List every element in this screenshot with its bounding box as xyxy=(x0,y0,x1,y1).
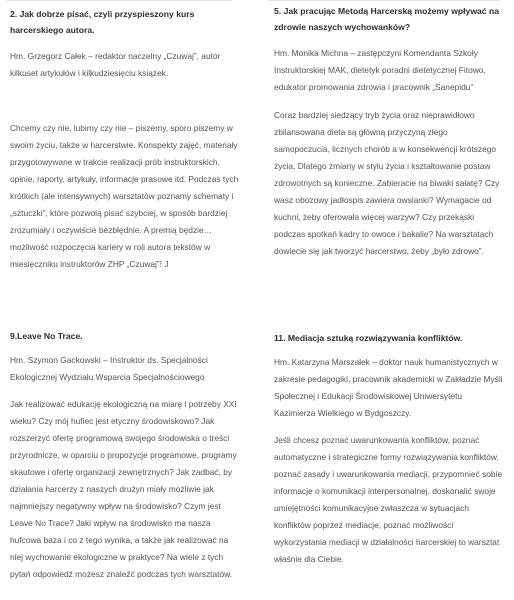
workshop-title-text: Jak pracując Metodą Harcerską możemy wpływać na zdrowie naszych wychowanków? xyxy=(274,6,499,32)
workshop-description: Jeśli chcesz poznać uwarunkowania konfliktów, poznać automatyczne i strategiczne formy rozwiązywania konfliktów, poznać zasady i uwarunkowania mediacji, przypomnieć sobie informacje o komunikacji interpersonalnej, doskonalić swoje umiejętności komunikacyjne zwłaszcza w sytuacjach konfliktów poprzez mediacje, poznać możliwości wykorzystania mediacji w działalności harcerskiej to warsztat właśnie dla Ciebie. xyxy=(274,435,503,564)
workshop-title xyxy=(10,6,240,38)
workshop-card-5 xyxy=(274,3,504,260)
workshop-speaker: Hm. Monika Michna – zastępczyni Komendanta Szkoły Instruktorskiej MAK, dietetyk poradni dietetycznej Fitowo, edukator promowania zdrowia i pracownik „Sanepidu” xyxy=(274,48,486,92)
workshop-description: Jak realizować edukację ekologiczną na miarę i potrzeby XXI wieku? Czy mój hufiec jest etyczny środowiskowo? Jak rozszerzyć ofertę programową swojego środowiska o treści przyrodnicze, w oparciu o propozycje programowe, programy skautowe i ofertę organizacji zewnętrznych? Jak zadbać, by działania harcerzy z naszych drużyn miały możliwie jak najmniejszy negatywny wpływ na środowisko? Czym jest Leave No Trace? Jaki wpływ na środowisko ma nasza hufcowa baza i co z tego wynika, a także jak realizować na niej wychowanie ekologiczne w praktyce? Na wiele z tych pytań odpowiedź możesz znaleźć podczas tych warsztatów. xyxy=(10,399,237,579)
workshop-description: Coraz bardziej siedzący tryb życia oraz nieprawidłowo zbilansowana dieta są główną przyczyną złego samopoczucia, licznych chorób a w konsekwencji krótszego życia. Dlatego zmiany w stylu życia i kształtowanie postaw zdrowotnych są konieczne. Zabieracie na biwaki sałatę? Czy wasz obozowy jadłospis zawiera owsianki? Wymagacie od kuchni, żeby oferowała więcej warzyw? Czy przekąski podczas spotkań kadry to owoce i bakalie? Na warsztatach dowiecie się jak tworzyć harcerstwo, żeby „było zdrowo”. xyxy=(274,110,500,256)
workshop-speaker: Hm. Katarzyna Marszałek – doktor nauk humanistycznych w zakresie pedagogiki, pracownik akademicki w Zakładzie Myśli Społecznej i Edukacji Środowiskowej Uniwersytetu Kazimierza Wielkiego w Bydgoszczy. xyxy=(274,357,503,418)
workshop-number: 9. xyxy=(10,331,18,341)
workshop-card-2 xyxy=(10,6,240,273)
workshop-speaker: Hm. Grzegorz Całek – redaktor naczelny „Czuwaj”, autor kilkuset artykułów i kilkudziesięciu książek. xyxy=(10,51,221,78)
workshop-title xyxy=(274,330,504,346)
workshop-title xyxy=(274,3,504,35)
workshop-number: 11. xyxy=(274,333,286,343)
workshop-speaker: Hm. Szymon Gackowski – Instruktor ds. Specjalności Ekologicznej Wydziału Wsparcia Specjalnościowego xyxy=(10,355,208,382)
workshop-description: Chcemy czy nie, lubimy czy nie – piszemy, sporo piszemy w swoim życiu, także w harcerstwie. Konspekty zajęć, materiały przygotowywane w trakcie realizacji prób instruktorskich, opinie, raporty, artykuły, informacje prasowe itd. Podczas tych krótkich (ale intensywnych) warsztatów poznamy schematy i „sztuczki”, które pozwolą pisać szybciej, w sposób bardziej zrozumiały i oczywiście bezbłędnie. A premią będzie… możliwość rozpoczęcia kariery w roli autora tekstów w miesięczniku instruktorów ZHP „Czuwaj”! J xyxy=(10,123,239,269)
workshop-number: 5. xyxy=(274,6,282,16)
workshop-card-11 xyxy=(274,330,504,568)
workshop-card-9 xyxy=(10,328,240,583)
workshop-number: 2. xyxy=(10,9,18,19)
workshop-title-text: Leave No Trace. xyxy=(17,331,83,341)
top-divider-right xyxy=(268,0,500,1)
workshop-title-text: Jak dobrze pisać, czyli przyspieszony kurs harcerskiego autora. xyxy=(10,9,195,35)
workshop-title xyxy=(10,328,240,344)
top-divider-left xyxy=(6,0,232,1)
workshop-title-text: Mediacja sztuką rozwiązywania konfliktów. xyxy=(287,333,463,343)
